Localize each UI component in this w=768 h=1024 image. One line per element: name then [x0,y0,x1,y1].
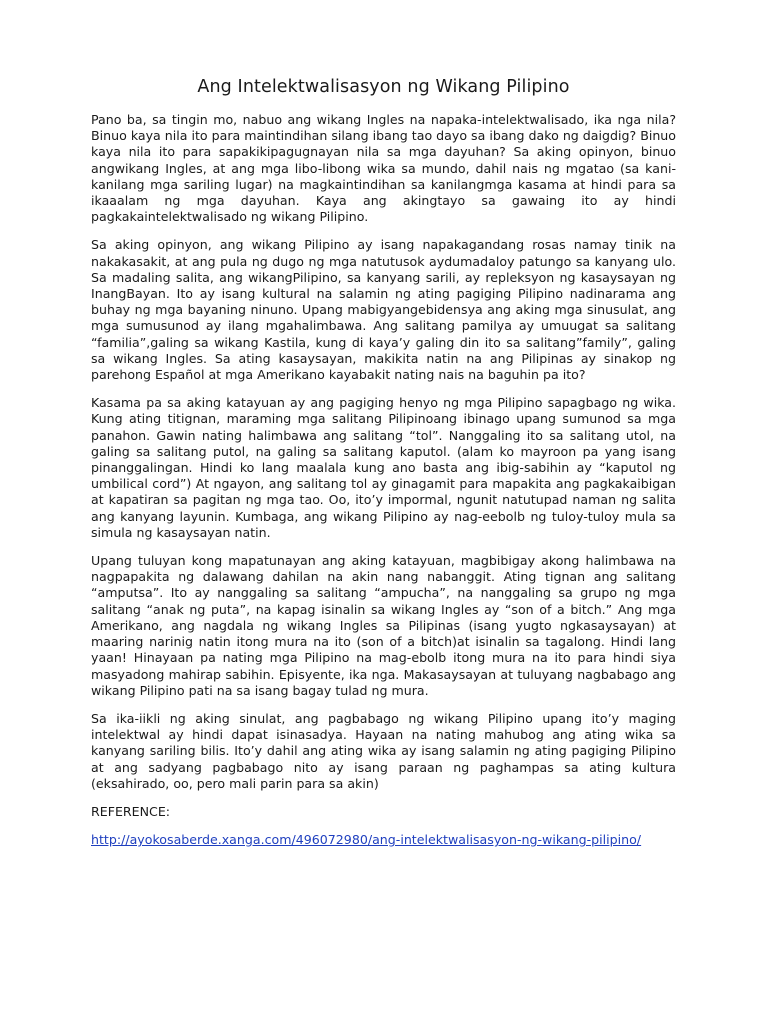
paragraph-4: Upang tuluyan kong mapatunayan ang aking katayuan, magbibigay akong halimbawa na nagpapakita ng dalawang dahilan na akin nang nabanggit. Ating tignan ang salitang “amputsa”. Ito ay nanggaling sa salitang “ampucha”, na nanggaling sa grupo ng mga salitang “anak ng puta”, na kapag isinalin sa wikang Ingles ay “son of a bitch.” Ang mga Amerikano, ang nagdala ng wikang Ingles sa Pilipinas (isang yugto ngkasaysayan) at maaring narinig natin itong mura na ito (son of a bitch)at isinalin sa tagalong. Hindi lang yaan! Hinayaan pa nating mga Pilipino na mag-ebolb itong mura na ito para hindi siya masyadong mahirap sabihin. Episyente, ika nga. Makasaysayan at tuluyang nagbabago ang wikang Pilipino pati na sa isang bagay tulad ng mura. [91,553,676,698]
document-page [91,76,676,848]
reference-url[interactable]: http://ayokosaberde.xanga.com/496072980/ang-intelektwalisasyon-ng-wikang-pilipino/ [91,832,642,848]
document-title: Ang Intelektwalisasyon ng Wikang Pilipino [197,77,570,97]
paragraph-3: Kasama pa sa aking katayuan ay ang pagiging henyo ng mga Pilipino sapagbago ng wika. Kung ating titignan, maraming mga salitang Pilipinoang ibinago upang sumunod sa mga panahon. Gawin nating halimbawa ang salitang “tol”. Nanggaling ito sa salitang utol, na galing sa salitang putol, na galing sa salitang kaputol. (alam ko mayroon pa yang isang pinanggalingan. Hindi ko lang maalala kung ano basta ang ibig-sabihin ay “kaputol ng umbilical cord”) At ngayon, ang salitang tol ay ginagamit para mapakita ang pagkakaibigan at kapatiran sa pagitan ng mga tao. Oo, ito’y impormal, ngunit natutupad naman ng salita ang kanyang layunin. Kumbaga, ang wikang Pilipino ay nag-eebolb ng tuloy-tuloy mula sa simula ng kasaysayan natin. [91,395,676,540]
paragraph-5: Sa ika-iikli ng aking sinulat, ang pagbabago ng wikang Pilipino upang ito’y maging intelektwal ay hindi dapat isinasadya. Hayaan na nating mahubog ang ating wika sa kanyang sariling bilis. Ito’y dahil ang ating wika ay isang salamin ng ating pagiging Pilipino at ang sadyang pagbabago nito ay isang paraan ng paghampas sa ating kultura (eksahirado, oo, pero mali parin para sa akin) [91,710,676,791]
paragraph-1: Pano ba, sa tingin mo, nabuo ang wikang Ingles na napaka-intelektwalisado, ika nga nila? Binuo kaya nila ito para maintindihan silang ibang tao dayo sa ibang dako ng daigdig? Binuo kaya nila ito para sapakikipagugnayan nila sa mga dayuhan? Sa aking opinyon, binuo angwikang Ingles, at ang mga libo-libong wika sa mundo, dahil nais ng mgatao (sa kani-kanilang mga sariling lugar) na magkaintindihan sa kanilangmga kasama at hindi para sa ikaaalam ng mga dayuhan. Kaya ang akingtayo sa gawaing ito ay hindi pagkakaintelektwalisado ng wikang Pilipino. [91,112,676,225]
paragraph-2: Sa aking opinyon, ang wikang Pilipino ay isang napakagandang rosas namay tinik na nakakasakit, at ang pula ng dugo ng mga natutusok aydumadaloy patungo sa kanyang ulo. Sa madaling salita, ang wikangPilipino, sa kanyang sarili, ay repleksyon ng kasaysayan ng InangBayan. Ito ay isang kultural na salamin ng ating pagiging Pilipino nadinarama ang buhay ng mga bayaning ninuno. Upang mabigyangebidensya ang aking mga sinusulat, ang mga sumusunod ay ilang mgahalimbawa. Ang salitang pamilya ay umuugat sa salitang “familia”,galing sa wikang Kastila, kung di kaya’y galing din ito sa salitang”family”, galing sa wikang Ingles. Sa ating kasaysayan, makikita natin na ang Pilipinas ay sinakop ng parehong Español at mga Amerikano kayabakit nating nais na baguhin pa ito? [91,237,676,383]
reference-label: REFERENCE: [91,803,171,819]
reference-link[interactable] [91,832,676,848]
